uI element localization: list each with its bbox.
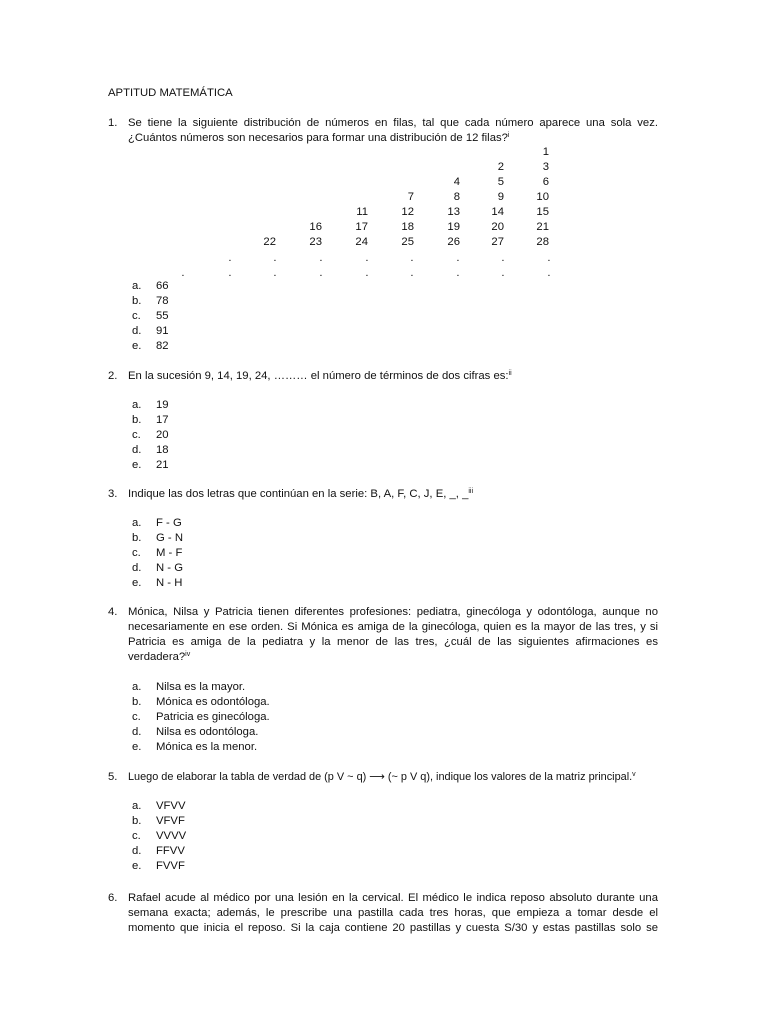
question-text: Indique las dos letras que continúan en la serie: B, A, F, C, J, E, _, _$^{iii}$ <box>128 488 474 500</box>
triangle-number: 17 <box>355 221 368 233</box>
triangle-number: 3 <box>542 161 549 173</box>
option-text: 19 <box>156 399 169 411</box>
question-number: 2. <box>108 370 118 382</box>
option-letter: b. <box>132 696 142 708</box>
option-text: 55 <box>156 310 169 322</box>
question-6 <box>108 891 658 936</box>
footnote-ref: v <box>632 771 636 778</box>
option-text: Mónica es odontóloga. <box>156 696 270 708</box>
continuation-dot: . <box>456 252 460 264</box>
continuation-dot: . <box>547 267 551 279</box>
option-letter: d. <box>132 325 142 337</box>
triangle-number: 18 <box>401 221 414 233</box>
continuation-dot: . <box>273 267 277 279</box>
option-letter: d. <box>132 562 142 574</box>
option-letter: b. <box>132 532 142 544</box>
page-title: APTITUD MATEMÁTICA <box>108 87 233 99</box>
question-number: 6. <box>108 892 118 904</box>
triangle-number: 5 <box>497 176 504 188</box>
question-text: Se tiene la siguiente distribución de números en filas, tal que cada número aparece una sola vez. ¿Cuántos números son necesarios para formar una distribución de 12 filas?$^i$ <box>128 117 658 144</box>
footnote-ref: iv <box>185 651 191 658</box>
triangle-number: 8 <box>453 191 460 203</box>
option-text: VFVF <box>156 815 185 827</box>
question-4 <box>108 605 658 665</box>
footnote-ref: ii <box>508 370 512 377</box>
option-text: Mónica es la menor. <box>156 741 258 753</box>
footnote-ref: i <box>507 132 510 139</box>
option-text: N - H <box>156 577 183 589</box>
option-text: 20 <box>156 429 169 441</box>
question-text: En la sucesión 9, 14, 19, 24, ……… el número de términos de dos cifras es:$^{ii}$ <box>128 370 512 382</box>
question-text: Luego de elaborar la tabla de verdad de (p V ~ q) ⟶ (~ p V q), indique los valores de la matriz principal.$^v$ <box>128 771 636 783</box>
question-number: 5. <box>108 771 118 783</box>
option-letter: c. <box>132 429 141 441</box>
question-number: 3. <box>108 488 118 500</box>
option-text: F - G <box>156 517 182 529</box>
option-text: Patricia es ginecóloga. <box>156 711 270 723</box>
option-letter: d. <box>132 444 142 456</box>
option-letter: e. <box>132 577 142 589</box>
option-letter: c. <box>132 547 141 559</box>
triangle-number: 2 <box>497 161 504 173</box>
option-text: 21 <box>156 459 169 471</box>
triangle-number: 19 <box>447 221 460 233</box>
option-letter: c. <box>132 711 141 723</box>
question-text: Rafael acude al médico por una lesión en la cervical. El médico le indica reposo absoluto durante una semana exacta; además, le prescribe una pastilla cada tres horas, que empieza a tomar desde el momento que inicia el reposo. Si la caja contiene 20 pastillas y cuesta S/30 y estas pastillas solo se <box>128 892 658 934</box>
triangle-number: 20 <box>491 221 504 233</box>
continuation-dot: . <box>365 267 369 279</box>
continuation-dot: . <box>410 252 414 264</box>
triangle-number: 14 <box>491 206 504 218</box>
question-1 <box>108 116 658 146</box>
option-text: G - N <box>156 532 183 544</box>
option-text: FFVV <box>156 845 185 857</box>
option-text: FVVF <box>156 860 185 872</box>
option-text: VFVV <box>156 800 186 812</box>
option-letter: e. <box>132 459 142 471</box>
option-letter: e. <box>132 741 142 753</box>
option-text: Nilsa es odontóloga. <box>156 726 259 738</box>
question-number: 1. <box>108 117 118 129</box>
triangle-number: 9 <box>497 191 504 203</box>
triangle-number: 6 <box>542 176 549 188</box>
option-letter: a. <box>132 517 142 529</box>
footnote-ref: iii <box>468 488 474 495</box>
option-letter: c. <box>132 830 141 842</box>
triangle-number: 27 <box>491 236 504 248</box>
option-letter: b. <box>132 815 142 827</box>
triangle-number: 4 <box>453 176 460 188</box>
option-letter: e. <box>132 340 142 352</box>
option-letter: e. <box>132 860 142 872</box>
triangle-number: 11 <box>356 206 368 218</box>
option-letter: b. <box>132 295 142 307</box>
continuation-dot: . <box>501 267 505 279</box>
question-2 <box>108 369 658 384</box>
question-number: 4. <box>108 606 118 618</box>
triangle-number: 25 <box>401 236 414 248</box>
question-text: Mónica, Nilsa y Patricia tienen diferentes profesiones: pediatra, ginecóloga y odontóloga, aunque no necesariamente en ese orden. Si Mónica es amiga de la ginecóloga, quien es la mayor de las tres, y si Patricia es amiga de la pediatra y la menor de las tres, ¿cuál de las siguientes afirmaciones es verdadera?$^{iv}$ <box>128 606 658 663</box>
option-text: 17 <box>156 414 169 426</box>
triangle-number: 7 <box>407 191 414 203</box>
option-letter: a. <box>132 399 142 411</box>
option-text: 18 <box>156 444 169 456</box>
option-letter: a. <box>132 681 142 693</box>
triangle-number: 1 <box>542 146 549 158</box>
question-5 <box>108 770 658 785</box>
triangle-number: 10 <box>536 191 549 203</box>
question-3 <box>108 487 658 502</box>
continuation-dot: . <box>410 267 414 279</box>
triangle-number: 24 <box>355 236 368 248</box>
continuation-dot: . <box>501 252 505 264</box>
option-letter: d. <box>132 726 142 738</box>
triangle-number: 16 <box>309 221 322 233</box>
option-text: Nilsa es la mayor. <box>156 681 246 693</box>
triangle-number: 28 <box>536 236 549 248</box>
triangle-number: 15 <box>536 206 549 218</box>
option-text: 91 <box>156 325 169 337</box>
triangle-number: 26 <box>447 236 460 248</box>
triangle-number: 12 <box>401 206 414 218</box>
continuation-dot: . <box>228 252 232 264</box>
continuation-dot: . <box>228 267 232 279</box>
continuation-dot: . <box>273 252 277 264</box>
option-text: VVVV <box>156 830 187 842</box>
continuation-dot: . <box>319 252 323 264</box>
triangle-number: 22 <box>263 236 276 248</box>
option-text: 78 <box>156 295 169 307</box>
option-letter: a. <box>132 800 142 812</box>
continuation-dot: . <box>181 267 185 279</box>
option-text: M - F <box>156 547 183 559</box>
option-text: 82 <box>156 340 169 352</box>
option-letter: d. <box>132 845 142 857</box>
continuation-dot: . <box>456 267 460 279</box>
continuation-dot: . <box>365 252 369 264</box>
option-letter: a. <box>132 280 142 292</box>
continuation-dot: . <box>319 267 323 279</box>
option-text: N - G <box>156 562 183 574</box>
option-letter: c. <box>132 310 141 322</box>
option-letter: b. <box>132 414 142 426</box>
continuation-dot: . <box>547 252 551 264</box>
triangle-number: 23 <box>309 236 322 248</box>
triangle-number: 13 <box>447 206 460 218</box>
triangle-number: 21 <box>536 221 549 233</box>
option-text: 66 <box>156 280 169 292</box>
